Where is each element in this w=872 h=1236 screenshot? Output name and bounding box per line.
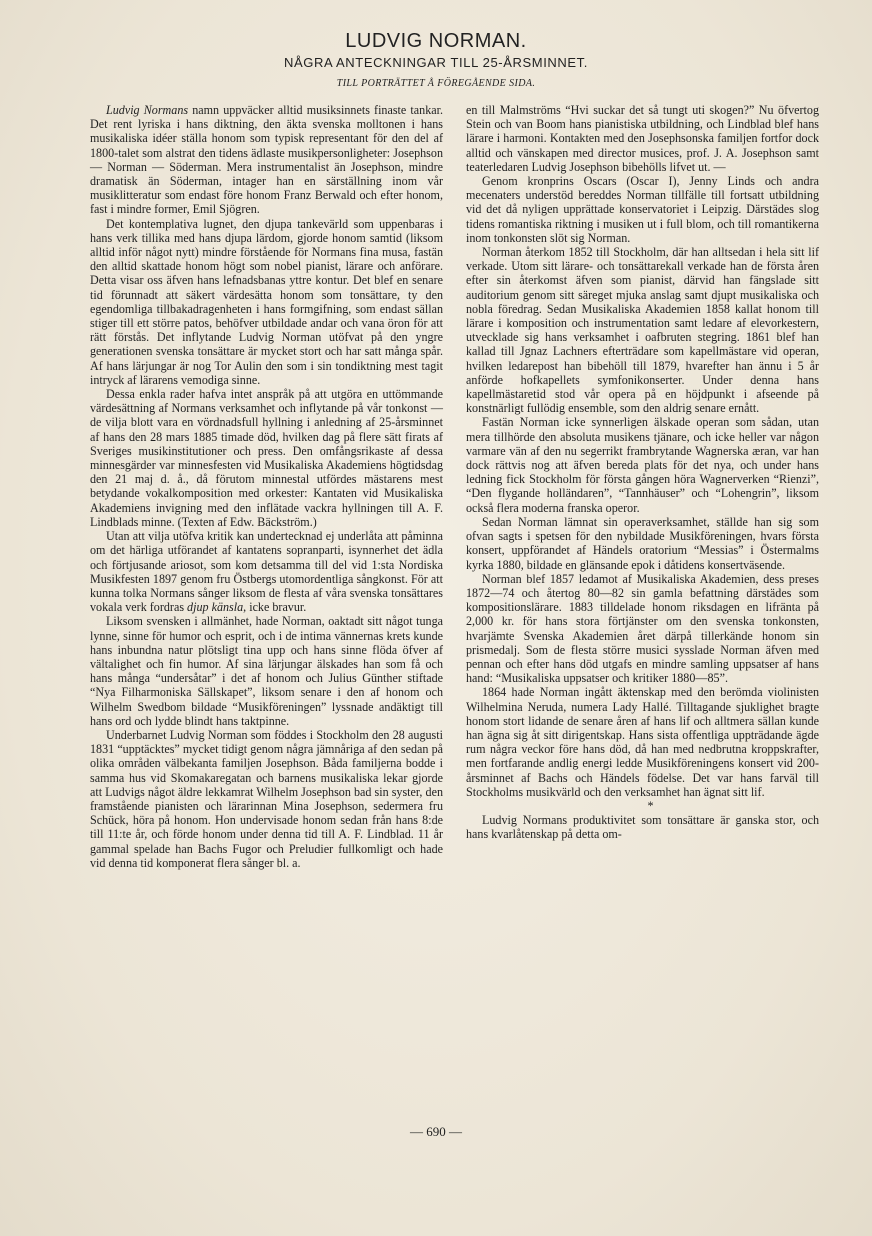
paragraph: 1864 hade Norman ingått äktenskap med den berömda violinisten Wilhelmina Neruda, numera Lady Hallé. Tilltagande sjuklighet bragte honom stort lidande de senare åren af hans lif och alltmera sällan kunde han ägna sig åt sitt dirigentskap. Hans sista offentliga uppträdande ägde rum några veckor före hans död, då han med nedbrutna kroppskrafter, men fortfarande andlig energi ledde Musikföreningens konsert vid 200-årsminnet af Bachs och Händels födelse. Det var hans farväl till Stockholms musikvärld och den verksamhet han ägnat sitt lif.: [466, 685, 819, 799]
emphasis-text: djup känsla: [187, 600, 244, 615]
paragraph: [90, 103, 443, 217]
portrait-caption: TILL PORTRÄTTET Å FÖREGÅENDE SIDA.: [336, 78, 536, 89]
paragraph: Genom kronprins Oscars (Oscar I), Jenny Linds och andra mecenaters understöd bereddes Norman tillfälle till fortsatt utbildning vid det då nyligen upprättade konservatoriet i Leipzig. Därstädes slog tidens romantiska riktning i musiken ut i full blom, och till romantikerna inom tonkonsten slöt sig Norman.: [466, 174, 819, 245]
right-column: [466, 103, 819, 842]
lead-name: Ludvig Normans: [106, 103, 189, 117]
article-title: LUDVIG NORMAN.: [345, 30, 527, 52]
paragraph: Ludvig Normans produktivitet som tonsättare är ganska stor, och hans kvarlåtenskap på detta om-: [466, 813, 819, 842]
page-number: — 690 —: [410, 1124, 462, 1139]
paragraph-text: , icke bravur.: [243, 600, 307, 615]
paragraph: Underbarnet Ludvig Norman som föddes i Stockholm den 28 augusti 1831 “upptäcktes” mycket tidigt genom några jämnåriga af den sedan på olika områden välbekanta familjen Josephson. Båda familjerna bodde i samma hus vid Skomakaregatan och barnens musikaliska lekar gjorde att Ludvigs något äldre lekkamrat Wilhelm Josephson bad sin syster, den framstående pianisten och lärarinnan Mina Josephson, sedermera fru Schück, höra på honom. Hon undervisade honom sedan från hans 8:de till 11:te år, och förde honom under denna tid till A. F. Lindblad. 11 år gammal spelade han Bachs Fugor och Preludier fullkomligt och hade vid denna tid komponerat flera sånger bl. a.: [90, 727, 443, 870]
paragraph: Sedan Norman lämnat sin operaverksamhet, ställde han sig som ofvan sagts i spetsen för den nybildade Musikföreningen, hvars första konsert, uppförandet af Händels oratorium “Messias” i Östermalms kyrka 1880, bildade en glänsande epok i dåtidens konsertväsende.: [466, 514, 819, 572]
paragraph-text: Utan att vilja utöfva kritik kan undertecknad ej underlåta att påminna om det härliga utförandet af kantatens sopranparti, isynnerhet det ädla och förtjusande ariosot, som kom detsamma till del vid 1:sta Nordiska Musikfesten 1897 genom fru Östbergs utomordentliga sångkonst. För att kunna tolka Normans sånger liksom de flesta af våra svenska tonsättares vokala verk fordras: [90, 529, 443, 615]
paragraph: Norman återkom 1852 till Stockholm, där han alltsedan i hela sitt lif verkade. Utom sitt lärare- och tonsättarekall verkade han de första åren efter sin återkomst äfven som pianist, därvid han fängslade sitt auditorium genom sitt säreget mjuka anslag samt djupt musikaliska och nobla föredrag. Sedan Musikaliska Akademien 1858 kallat honom till lärare i komposition och instrumentation samt ledare af elevorkestern, utvecklade sig hans verksamhet i oafbruten stegring. 1861 blef han kallad till Jgnaz Lachners efterträdare som kapellmästare vid operan, hvilken ledarepost han bibehöll till 1879, hvarefter han ännu i 5 år anförde hofkapellets symfonikonserter. Under denna hans kapellmästaretid stod vår opera på en höjdpunkt i afseende på konstnärligt fullödig ensemble, som den aldrig senare ernått.: [466, 245, 819, 416]
left-column: [90, 103, 443, 870]
paragraph: Fastän Norman icke synnerligen älskade operan som sådan, utan mera tillhörde den absoluta musikens tjänare, och icke heller var någon varmare vän af den nu segerrikt frambrytande Wagnerska æran, var han dock rättvis nog att äfven bereda plats för det nya, och under hans ledning fick Stockholm för första gången höra Wagnerverken “Rienzi”, “Den flygande holländaren”, “Tannhäuser” och “Lohengrin”, liksom också flera moderna franska operor.: [466, 415, 819, 515]
paragraph: Dessa enkla rader hafva intet anspråk på att utgöra en uttömmande värdesättning af Normans verksamhet och inflytande på vår tonkonst — de vilja blott vara en vördnadsfull hyllning i anledning af 25-årsminnet af hans den 28 mars 1885 timade död, hvilken dag på flere sätt firats af Sveriges musikinstitutioner och press. Den omfångsrikaste af dessa minnesgärder var minnesfesten vid Musikaliska Akademiens högtidsdag den 21 maj d. å., då förutom minnestal utfördes mästarens mest betydande vokalkomposition med orkester: Kantaten vid Musikaliska Akademiens invigning med den inflätade vackra hyllningen till A. F. Lindblads minne. (Texten af Edw. Bäckström.): [90, 387, 443, 529]
section-separator: *: [647, 798, 654, 813]
article-subtitle: NÅGRA ANTECKNINGAR TILL 25-ÅRSMINNET.: [284, 55, 588, 70]
paragraph-text: namn uppväcker alltid musiksinnets finaste tankar. Det rent lyriska i hans diktning, den äkta svenska molltonen i hans musikaliska idéer ställa honom som typisk representant för den del af 1800-talet som alstrat den tidens ädlaste musikpersonligheter: Josephson — Norman — Söderman. Mera instrumentalist än Josephson, mindre dramatisk än Söderman, intager han en särställning inom vår musiklitteratur som endast före honom Franz Berwald och efter honom, fast i mindre former, Emil Sjögren.: [90, 103, 443, 217]
paragraph: Norman blef 1857 ledamot af Musikaliska Akademien, dess preses 1872—74 och återtog 80—82 sin gamla befattning därstädes som kompositionslärare. 1883 tilldelade honom riksdagen en lifränta på 2,000 kr. för hans stora förtjänster om den svenska tonkonsten, hvarjämte Svenska Akademien året därpå tillerkände honom sin prismedalj. Som de flesta större musici sysslade Norman äfven med pennan och efter hans död utgafs en mindre samling uppsatser af hans hand: “Musikaliska uppsatser och kritiker 1880—85”.: [466, 571, 819, 686]
paragraph: Liksom svensken i allmänhet, hade Norman, oaktadt sitt något tunga lynne, sinne för humor och esprit, och i de intima vännernas krets kunde hans inbundna natur plötsligt tina upp och hans sinne flöda öfver af vältalighet och fin humor. Af sina lärjungar älskades han som få och hans många “undersåtar” i det af honom och Julius Günther stiftade “Nya Filharmoniska Sällskapet”, liksom senare i den af honom och Wilhelm Swedbom bildade “Musikföreningen” lyssnade andäktigt till hans ord och lydde blindt hans taktpinne.: [90, 614, 443, 728]
paragraph: en till Malmströms “Hvi suckar det så tungt uti skogen?” Nu öfvertog Stein och van Boom hans pianistiska utbildning, och Lindblad blef hans lärare i harmoni. Kontakten med den Josephsonska familjen fortfor dock alltid och vänskapen med director musices, prof. J. A. Josephson samt teaterledaren Ludvig Josephson bibehölls lifvet ut. —: [466, 103, 819, 174]
paragraph: Det kontemplativa lugnet, den djupa tankevärld som uppenbaras i hans verk tillika med hans djupa lärdom, gjorde honom samtid (liksom alltid inför något nytt) mindre förstående för Normans fina musa, fastän den alltid skattade honom högt som nobel pianist, lärare och anförare. Detta visar oss äfven hans lefnadsbanas yttre kontur. Det blef en senare tid förunnadt att säkert värdesätta honom som tonsättare, ty den egendomliga tillbakadragenheten i hans formgifning, som endast sällan stiger till ett större patos, behöfver utbildade andar och vana öron för att rätt förstås. Det inflytande Ludvig Norman utöfvat på den yngre generationen svenska tonsättare är mycket stort och har satt många spår. Af hans lärjungar är nog Tor Aulin den som i sin tondiktning mest tagit intryck af lärarens vemodiga sinne.: [90, 216, 443, 387]
paragraph: [90, 529, 443, 614]
